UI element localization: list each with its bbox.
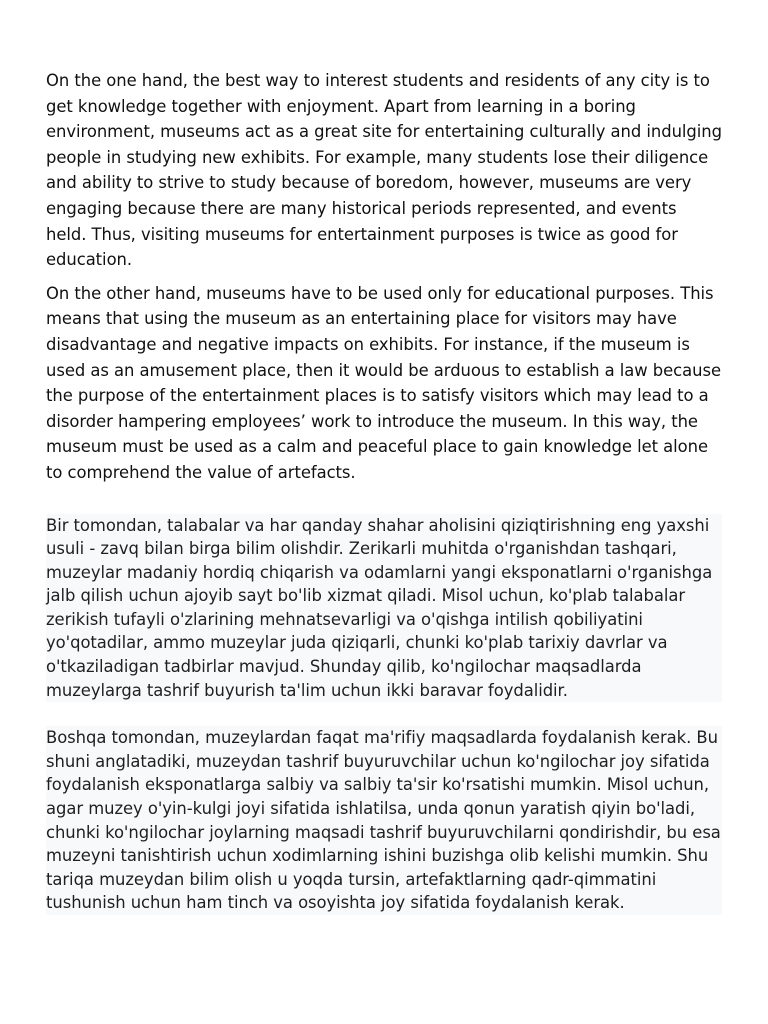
english-paragraph-1: On the one hand, the best way to interest students and residents of any city is to get knowledge together with enjoyment. Apart from learning in a boring environment, museums act as a great site for entertaining culturally and indulging people in studying new exhibits. For example, many students lose their diligence and ability to strive to study because of boredom, however, museums are very engaging because there are many historical periods represented, and events held. Thus, visiting museums for entertainment purposes is twice as good for education.: [46, 71, 722, 270]
english-paragraph-2: On the other hand, museums have to be used only for educational purposes. This means that using the museum as an entertaining place for visitors may have disadvantage and negative impacts on exhibits. For instance, if the museum is used as an amusement place, then it would be arduous to establish a law because the purpose of the entertainment places is to satisfy visitors which may lead to a disorder hampering employees’ work to introduce the museum. In this way, the museum must be used as a calm and peaceful place to gain knowledge let alone to comprehend the value of artefacts.: [46, 283, 721, 482]
uzbek-paragraph-1: Bir tomondan, talabalar va har qanday shahar aholisini qiziqtirishning eng yaxshi usuli - zavq bilan birga bilim olishdir. Zerikarli muhitda o'rganishdan tashqari, muzeylar madaniy hordiq chiqarish va odamlarni yangi eksponatlarni o'rganishga jalb qilish uchun ajoyib sayt bo'lib xizmat qiladi. Misol uchun, ko'plab talabalar zerikish tufayli o'zlarining mehnatsevarligi va o'qishga intilish qobiliyatini yo'qotadilar, ammo muzeylar juda qiziqarli, chunki ko'plab tarixiy davrlar va o'tkaziladigan tadbirlar mavjud. Shunday qilib, ko'ngilochar maqsadlarda muzeylarga tashrif buyurish ta'lim uchun ikki baravar foydalidir.: [46, 515, 713, 700]
uzbek-translation-block: [46, 514, 722, 916]
uzbek-paragraph-2: Boshqa tomondan, muzeylardan faqat ma'rifiy maqsadlarda foydalanish kerak. Bu shuni anglatadiki, muzeydan tashrif buyuruvchilar uchun ko'ngilochar joy sifatida foydalanish eksponatlarga salbiy va salbiy ta'sir ko'rsatishi mumkin. Misol uchun, agar muzey o'yin-kulgi joyi sifatida ishlatilsa, unda qonun yaratish qiyin bo'ladi, chunki ko'ngilochar joylarning maqsadi tashrif buyuruvchilarni qondirishdir, bu esa muzeyni tanishtirish uchun xodimlarning ishini buzishga olib kelishi mumkin. Shu tariqa muzeydan bilim olish u yoqda tursin, artefaktlarning qadr-qimmatini tushunish uchun ham tinch va osoyishta joy sifatida foydalanish kerak.: [46, 728, 721, 913]
paragraph-gap: [46, 702, 722, 726]
document-page: [46, 68, 722, 915]
